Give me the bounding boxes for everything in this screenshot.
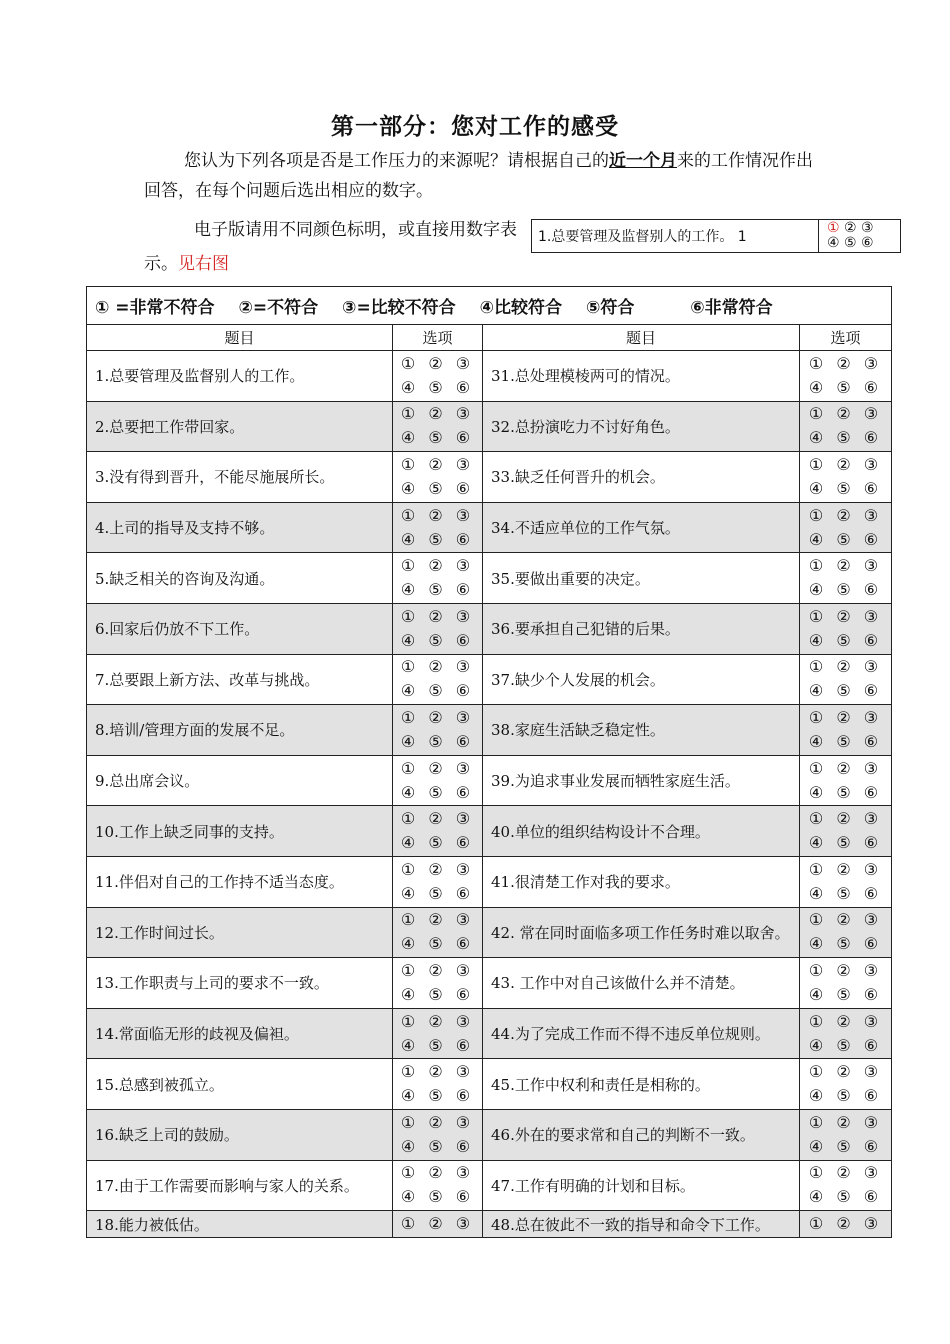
question-cell: 15.总感到被孤立。 [87,1059,393,1110]
options-line1[interactable]: ① ② ③ [400,454,475,474]
page-title: 第一部分：您对工作的感受 [331,113,619,140]
example-question: 1.总要管理及监督别人的工作。 1 [532,220,819,252]
question-cell: 40.单位的组织结构设计不合理。 [483,806,800,857]
header-question: 题目 [483,325,800,351]
options-line1[interactable]: ① ② ③ [808,1214,883,1234]
options-line1[interactable]: ① ② ③ [400,1163,475,1183]
options-line2[interactable]: ④ ⑤ ⑥ [808,428,883,448]
options-line2[interactable]: ④ ⑤ ⑥ [400,529,475,549]
options-line1[interactable]: ① ② ③ [808,960,883,980]
options-cell[interactable] [800,1211,892,1238]
table-header-row [87,325,892,351]
options-cell[interactable] [800,452,892,503]
note-text: 电子版请用不同颜色标明，或直接用数字表示。 [144,220,517,274]
options-cell[interactable] [800,1059,892,1110]
table-row [87,654,892,705]
options-line2[interactable]: ④ ⑤ ⑥ [808,478,883,498]
options-line2[interactable]: ④ ⑤ ⑥ [400,428,475,448]
options-line1[interactable]: ① ② ③ [400,758,475,778]
options-line2[interactable]: ④ ⑤ ⑥ [808,630,883,650]
question-cell: 35.要做出重要的决定。 [483,553,800,604]
options-line1[interactable]: ① ② ③ [400,960,475,980]
table-row [87,452,892,503]
question-cell: 8.培训/管理方面的发展不足。 [87,705,393,756]
options-cell[interactable] [393,806,483,857]
question-cell: 6.回家后仍放不下工作。 [87,603,393,654]
options-line1[interactable]: ① ② ③ [400,859,475,879]
table-row [87,806,892,857]
question-cell: 36.要承担自己犯错的后果。 [483,603,800,654]
question-cell: 41.很清楚工作对我的要求。 [483,856,800,907]
question-cell: 18.能力被低估。 [87,1211,393,1238]
table-row [87,1059,892,1110]
table-row [87,603,892,654]
options-line1[interactable]: ① ② ③ [400,505,475,525]
options-line1[interactable]: ① ② ③ [808,505,883,525]
options-line1[interactable]: ① ② ③ [400,556,475,576]
options-line2[interactable]: ④ ⑤ ⑥ [400,377,475,397]
table-row [87,856,892,907]
options-line1[interactable]: ① ② ③ [400,1112,475,1132]
question-cell: 46.外在的要求常和自己的判断不一致。 [483,1109,800,1160]
options-line1[interactable]: ① ② ③ [808,606,883,626]
question-cell: 37.缺少个人发展的机会。 [483,654,800,705]
options-line1[interactable]: ① ② ③ [400,1214,475,1234]
options-cell[interactable] [800,553,892,604]
options-line2[interactable]: ④ ⑤ ⑥ [400,731,475,751]
question-cell: 3.没有得到晋升，不能尽施展所长。 [87,452,393,503]
question-cell: 13.工作职责与上司的要求不一致。 [87,958,393,1009]
options-line1[interactable]: ① ② ③ [400,404,475,424]
options-line2[interactable]: ④ ⑤ ⑥ [400,580,475,600]
options-line2[interactable]: ④ ⑤ ⑥ [808,782,883,802]
options-line2[interactable]: ④ ⑤ ⑥ [808,1187,883,1207]
options-line2[interactable]: ④ ⑤ ⑥ [808,883,883,903]
options-cell[interactable] [393,958,483,1009]
options-cell[interactable] [800,958,892,1009]
options-cell[interactable] [393,654,483,705]
options-cell[interactable] [393,553,483,604]
question-cell: 10.工作上缺乏同事的支持。 [87,806,393,857]
options-line2[interactable]: ④ ⑤ ⑥ [808,529,883,549]
options-cell[interactable] [800,755,892,806]
options-line1[interactable]: ① ② ③ [400,657,475,677]
options-line1[interactable]: ① ② ③ [808,454,883,474]
options-cell[interactable] [800,907,892,958]
options-line1[interactable]: ① ② ③ [808,657,883,677]
question-cell: 31.总处理模棱两可的情况。 [483,351,800,402]
options-line2[interactable]: ④ ⑤ ⑥ [400,1136,475,1156]
question-cell: 5.缺乏相关的咨询及沟通。 [87,553,393,604]
table-row [87,502,892,553]
options-cell[interactable] [393,452,483,503]
options-line2[interactable]: ④ ⑤ ⑥ [808,1035,883,1055]
options-line1[interactable]: ① ② ③ [808,707,883,727]
options-line1[interactable]: ① ② ③ [808,910,883,930]
question-cell: 1.总要管理及监督别人的工作。 [87,351,393,402]
options-line1[interactable]: ① ② ③ [400,1062,475,1082]
options-cell[interactable] [393,1008,483,1059]
note-paragraph [144,213,524,281]
options-cell[interactable] [800,654,892,705]
options-cell[interactable] [393,351,483,402]
options-cell[interactable] [393,1211,483,1238]
question-cell: 12.工作时间过长。 [87,907,393,958]
scale-item: ②=不符合 [238,298,319,318]
table-row [87,1109,892,1160]
header-question: 题目 [87,325,393,351]
options-line1[interactable]: ① ② ③ [400,1011,475,1031]
options-line2[interactable]: ④ ⑤ ⑥ [808,377,883,397]
scale-legend [87,287,892,325]
options-line2[interactable]: ④ ⑤ ⑥ [400,833,475,853]
question-cell: 34.不适应单位的工作气氛。 [483,502,800,553]
scale-item: ⑤符合 [585,298,635,318]
table-row [87,958,892,1009]
table-row [87,1211,892,1238]
header-options: 选项 [393,325,483,351]
question-cell: 9.总出席会议。 [87,755,393,806]
scale-item: ① =非常不符合 [95,298,215,318]
options-line1[interactable]: ① ② ③ [400,707,475,727]
question-cell: 44.为了完成工作而不得不违反单位规则。 [483,1008,800,1059]
scale-item: ④比较符合 [479,298,563,318]
options-cell[interactable] [393,603,483,654]
options-line2[interactable]: ④ ⑤ ⑥ [808,681,883,701]
intro-emphasis: 近一个月 [609,151,677,171]
example-options-line2: ④ ⑤ ⑥ [827,235,874,251]
options-line2[interactable]: ④ ⑤ ⑥ [400,681,475,701]
question-cell: 43. 工作中对自己该做什么并不清楚。 [483,958,800,1009]
options-line2[interactable]: ④ ⑤ ⑥ [400,782,475,802]
intro-text-after: 来的工作情况作出回答，在每个问题后选出相应的数字。 [144,151,813,201]
intro-text-before: 您认为下列各项是否是工作压力的来源呢？请根据自己的 [184,151,609,171]
options-cell[interactable] [393,1160,483,1211]
questionnaire-table [86,286,892,1238]
options-line2[interactable]: ④ ⑤ ⑥ [400,883,475,903]
options-cell[interactable] [393,856,483,907]
options-line1[interactable]: ① ② ③ [400,606,475,626]
options-line1[interactable]: ① ② ③ [400,353,475,373]
options-cell[interactable] [393,705,483,756]
question-cell: 45.工作中权利和责任是相称的。 [483,1059,800,1110]
question-cell: 16.缺乏上司的鼓励。 [87,1109,393,1160]
options-line2[interactable]: ④ ⑤ ⑥ [400,1035,475,1055]
options-line2[interactable]: ④ ⑤ ⑥ [400,630,475,650]
options-line2[interactable]: ④ ⑤ ⑥ [808,580,883,600]
question-cell: 11.伴侣对自己的工作持不适当态度。 [87,856,393,907]
options-cell[interactable] [393,907,483,958]
options-line1[interactable]: ① ② ③ [808,1163,883,1183]
example-selected-option: ① [827,220,840,236]
question-cell: 7.总要跟上新方法、改革与挑战。 [87,654,393,705]
example-box [531,219,901,253]
options-cell[interactable] [800,603,892,654]
table-row [87,401,892,452]
options-line1[interactable]: ① ② ③ [808,353,883,373]
question-cell: 38.家庭生活缺乏稳定性。 [483,705,800,756]
options-line1[interactable]: ① ② ③ [808,404,883,424]
options-line2[interactable]: ④ ⑤ ⑥ [808,833,883,853]
options-line2[interactable]: ④ ⑤ ⑥ [808,1086,883,1106]
options-line2[interactable]: ④ ⑤ ⑥ [808,1136,883,1156]
question-cell: 17.由于工作需要而影响与家人的关系。 [87,1160,393,1211]
options-cell[interactable] [800,401,892,452]
options-line1[interactable]: ① ② ③ [400,809,475,829]
options-cell[interactable] [393,1059,483,1110]
options-line1[interactable]: ① ② ③ [808,859,883,879]
table-row [87,553,892,604]
options-line1[interactable]: ① ② ③ [400,910,475,930]
question-cell: 39.为追求事业发展而牺牲家庭生活。 [483,755,800,806]
options-line1[interactable]: ① ② ③ [808,1011,883,1031]
table-row [87,907,892,958]
options-line1[interactable]: ① ② ③ [808,556,883,576]
header-options: 选项 [800,325,892,351]
options-cell[interactable] [393,401,483,452]
table-row [87,755,892,806]
question-cell: 48.总在彼此不一致的指导和命令下工作。 [483,1211,800,1238]
options-cell[interactable] [800,705,892,756]
example-options-line1: ② ③ [839,220,874,236]
scale-item: ③=比较不符合 [342,298,456,318]
options-cell[interactable] [800,1008,892,1059]
options-cell[interactable] [800,856,892,907]
question-cell: 47.工作有明确的计划和目标。 [483,1160,800,1211]
scale-item: ⑥非常符合 [690,298,773,318]
question-cell: 2.总要把工作带回家。 [87,401,393,452]
options-line2[interactable]: ④ ⑤ ⑥ [400,478,475,498]
options-cell[interactable] [393,1109,483,1160]
options-cell[interactable] [800,1109,892,1160]
options-line2[interactable]: ④ ⑤ ⑥ [400,934,475,954]
scale-legend-row [87,287,892,325]
question-cell: 4.上司的指导及支持不够。 [87,502,393,553]
options-line2[interactable]: ④ ⑤ ⑥ [400,984,475,1004]
options-line2[interactable]: ④ ⑤ ⑥ [808,984,883,1004]
question-cell: 14.常面临无形的歧视及偏袒。 [87,1008,393,1059]
note-see: 见右图 [178,254,229,274]
options-line1[interactable]: ① ② ③ [808,1112,883,1132]
example-options [819,220,900,252]
options-cell[interactable] [800,806,892,857]
options-cell[interactable] [800,351,892,402]
options-cell[interactable] [800,1160,892,1211]
table-row [87,1160,892,1211]
question-cell: 32.总扮演吃力不讨好角色。 [483,401,800,452]
options-line1[interactable]: ① ② ③ [808,809,883,829]
options-line2[interactable]: ④ ⑤ ⑥ [808,934,883,954]
options-line2[interactable]: ④ ⑤ ⑥ [400,1187,475,1207]
options-line2[interactable]: ④ ⑤ ⑥ [808,731,883,751]
question-cell: 33.缺乏任何晋升的机会。 [483,452,800,503]
options-line1[interactable]: ① ② ③ [808,758,883,778]
table-row [87,705,892,756]
options-line2[interactable]: ④ ⑤ ⑥ [400,1086,475,1106]
options-cell[interactable] [393,755,483,806]
options-line1[interactable]: ① ② ③ [808,1062,883,1082]
table-row [87,351,892,402]
table-row [87,1008,892,1059]
options-cell[interactable] [800,502,892,553]
intro-paragraph [144,146,814,206]
options-cell[interactable] [393,502,483,553]
question-cell: 42. 常在同时面临多项工作任务时难以取舍。 [483,907,800,958]
